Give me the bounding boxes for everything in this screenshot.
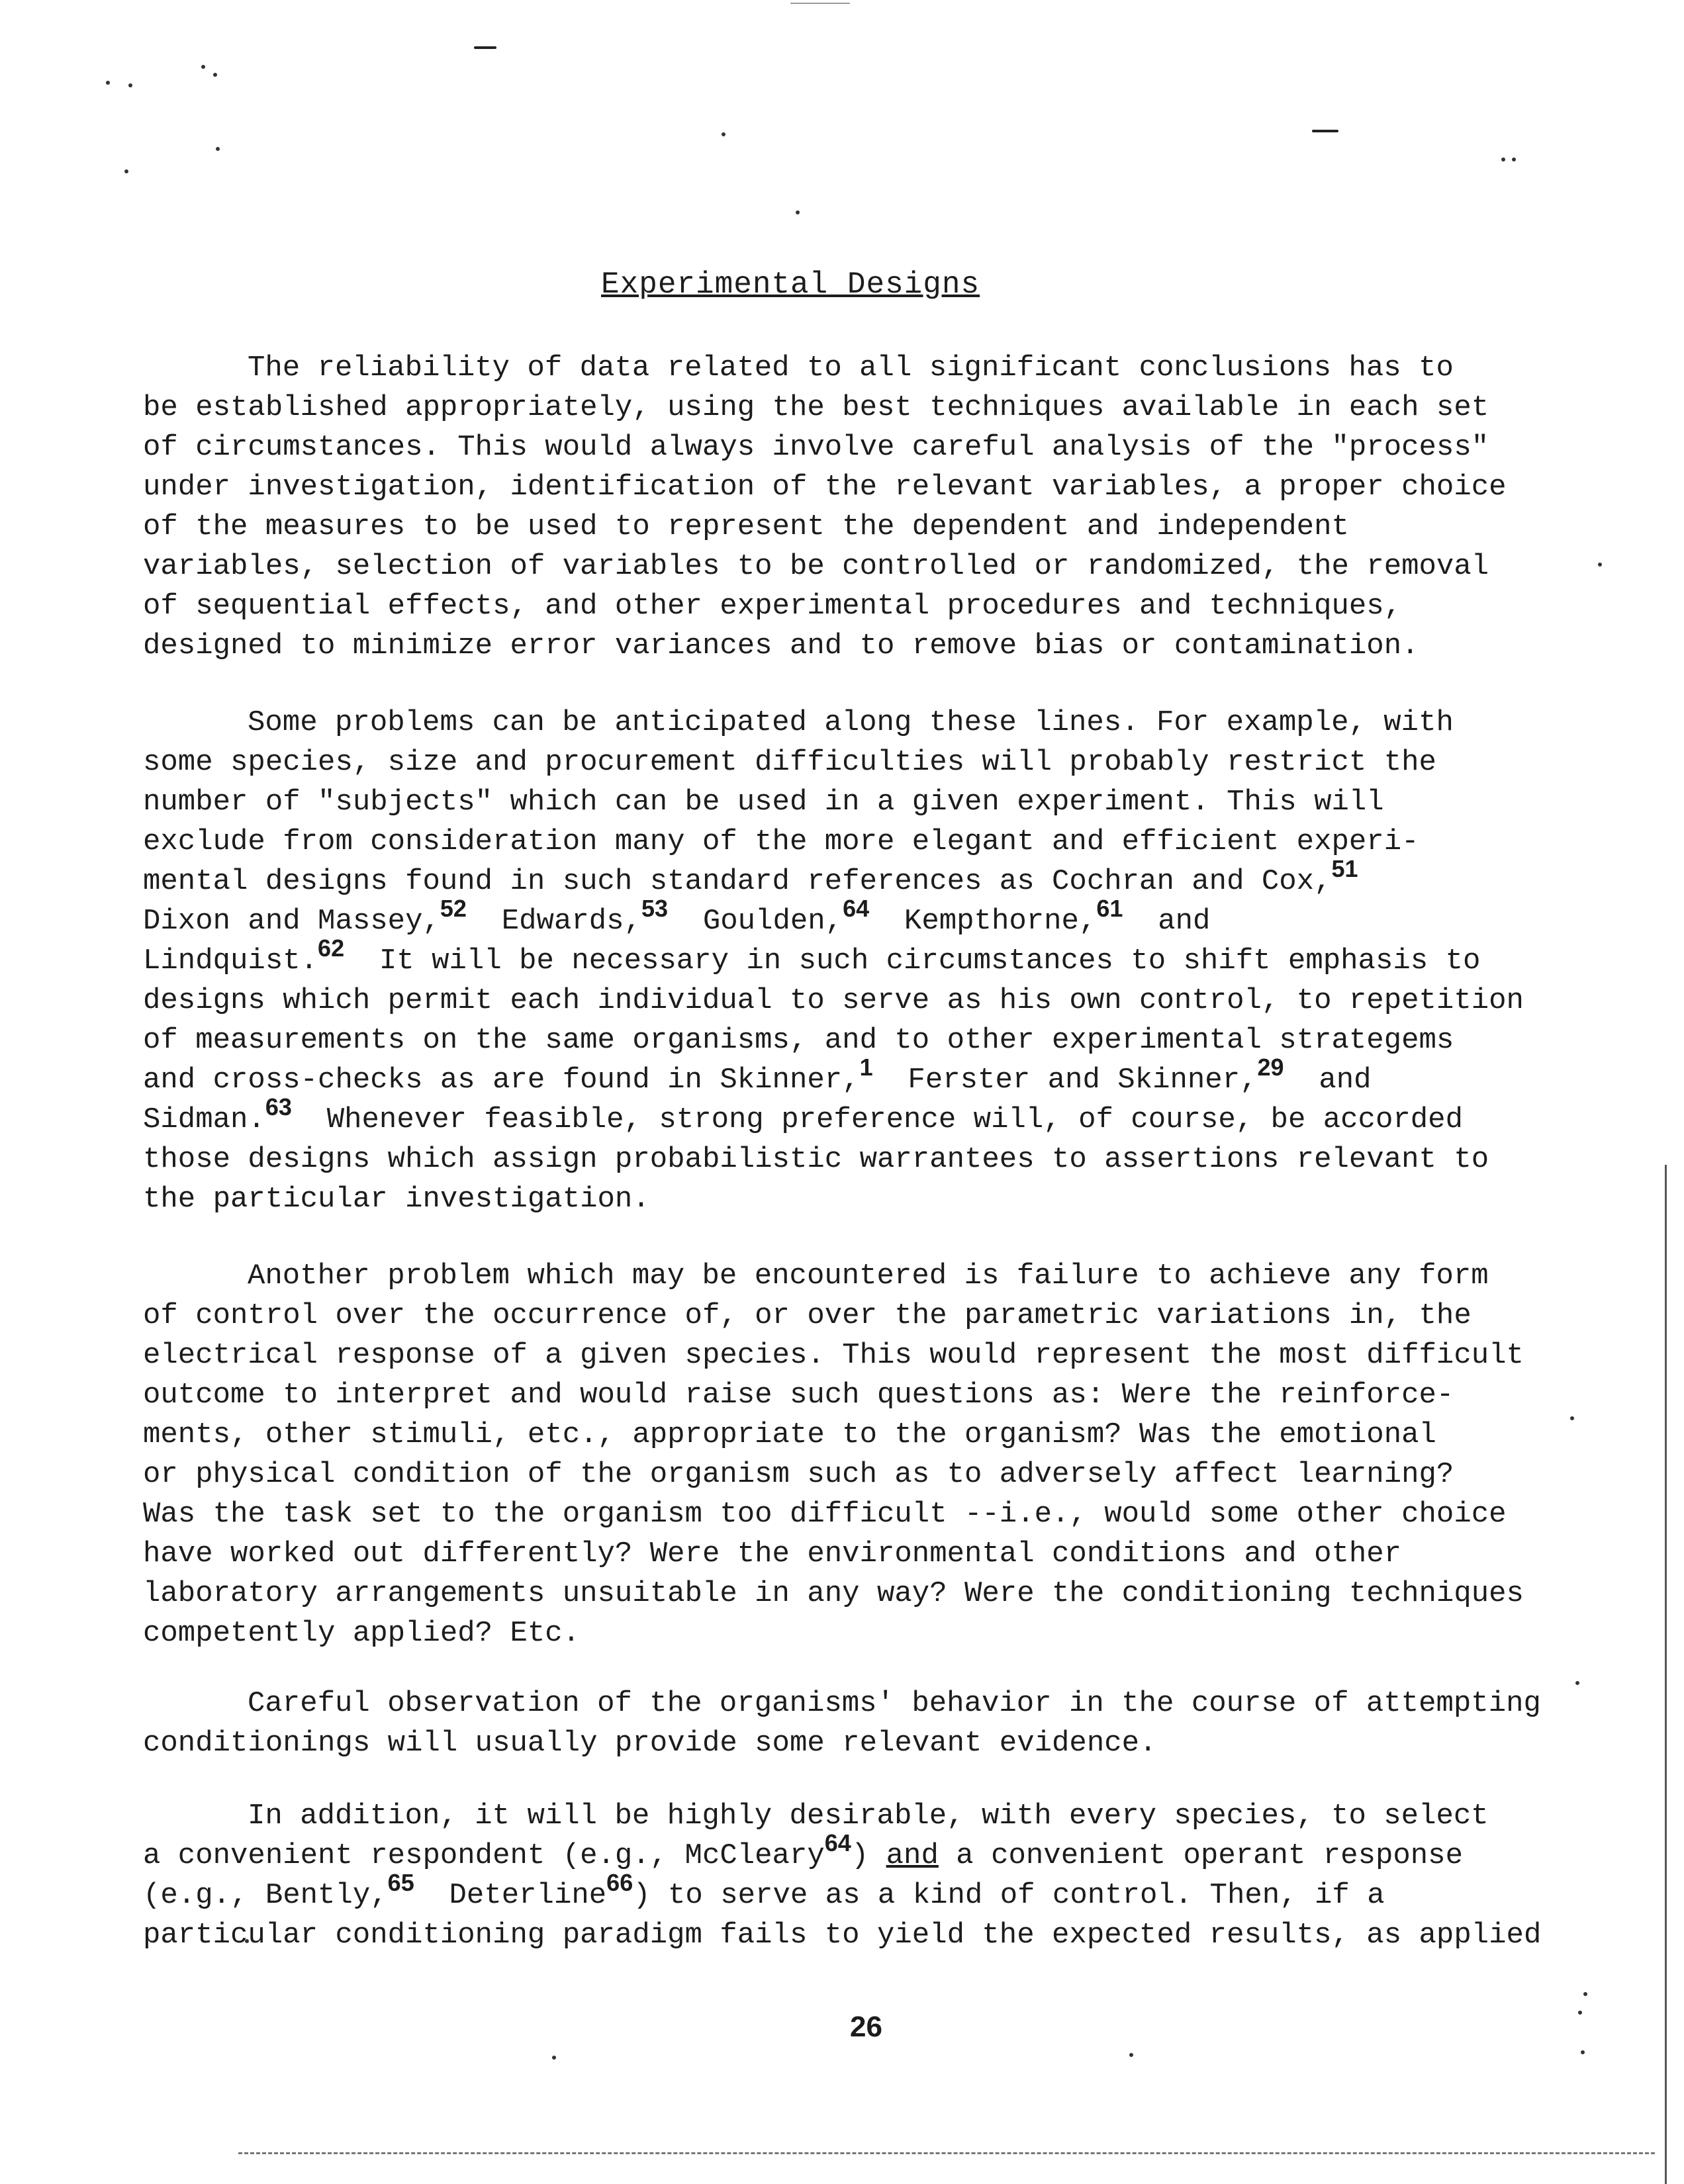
text-line: of sequential effects, and other experimental procedures and techniques, — [143, 590, 1402, 623]
scan-speck — [1501, 158, 1505, 161]
line-text: It will be necessary in such circumstances to shift emphasis to — [379, 944, 1481, 978]
text-line: of control over the occurrence of, or over the parametric variations in, the — [143, 1299, 1472, 1332]
text-line: ments, other stimuli, etc., appropriate to the organism? Was the emotional — [143, 1418, 1436, 1451]
scan-mark — [1312, 130, 1338, 132]
paragraph-1 — [143, 348, 1553, 666]
reference-number: 63 — [265, 1093, 292, 1120]
scan-speck — [1583, 1992, 1587, 1996]
text-line: particular conditioning paradigm fails to yield the expected results, as applied — [143, 1919, 1542, 1952]
text-line: electrical response of a given species. This would represent the most difficult — [143, 1339, 1524, 1372]
scan-mark — [790, 3, 850, 4]
reference-number: 64 — [824, 1829, 851, 1856]
reference-number: 62 — [318, 934, 345, 962]
line-text: Deterline — [449, 1879, 607, 1912]
text-line: those designs which assign probabilistic warrantees to assertions relevant to — [143, 1143, 1489, 1176]
scan-speck — [1581, 2050, 1585, 2054]
line-text: ) — [851, 1839, 869, 1872]
scan-speck — [124, 169, 128, 173]
text-line — [143, 1054, 1553, 1100]
text-line: some species, size and procurement difficulties will probably restrict the — [143, 746, 1436, 779]
scan-mark — [474, 46, 496, 49]
line-text: Sidman. — [143, 1103, 265, 1136]
text-line — [143, 1829, 1553, 1876]
section-title: Experimental Designs — [601, 267, 980, 302]
scan-speck — [1129, 2053, 1133, 2057]
reference-number: 52 — [440, 895, 467, 922]
text-line: Some problems can be anticipated along these lines. For example, with — [248, 706, 1454, 739]
text-line: the particular investigation. — [143, 1183, 650, 1216]
scan-speck — [128, 83, 132, 87]
line-text: Lindquist. — [143, 944, 318, 978]
scan-speck — [213, 73, 217, 77]
text-line: competently applied? Etc. — [143, 1617, 581, 1650]
text-line: of measurements on the same organisms, and to other experimental strategems — [143, 1024, 1454, 1057]
reference-number: 51 — [1331, 855, 1358, 882]
paragraph-5 — [143, 1796, 1553, 1955]
scan-speck — [106, 81, 110, 85]
reference-number: 1 — [859, 1054, 873, 1081]
text-line: exclude from consideration many of the more elegant and efficient experi- — [143, 825, 1419, 858]
line-text: ) to serve as a kind of control. Then, if a — [633, 1879, 1385, 1912]
reference-number: 61 — [1096, 895, 1123, 922]
scan-speck — [1598, 563, 1602, 567]
reference-number: 65 — [387, 1869, 414, 1896]
scan-speck — [201, 65, 205, 69]
page-bottom-edge — [238, 2152, 1655, 2154]
text-line: be established appropriately, using the best techniques available in each set — [143, 391, 1489, 424]
text-line: conditionings will usually provide some relevant evidence. — [143, 1727, 1157, 1760]
text-line: or physical condition of the organism such as to adversely affect learning? — [143, 1458, 1454, 1491]
text-line: outcome to interpret and would raise such questions as: Were the reinforce- — [143, 1379, 1454, 1412]
scan-speck — [722, 132, 725, 136]
line-text: Ferster and Skinner, — [908, 1064, 1258, 1097]
line-text: Dixon and Massey, — [143, 905, 440, 938]
text-line: number of "subjects" which can be used in a given experiment. This will — [143, 786, 1384, 819]
text-line: In addition, it will be highly desirable, with every species, to select — [248, 1799, 1489, 1833]
text-line: of the measures to be used to represent the dependent and independent — [143, 510, 1349, 543]
line-text: Whenever feasible, strong preference will, of course, be accorded — [326, 1103, 1463, 1136]
line-text: and — [1158, 905, 1211, 938]
line-text: (e.g., Bently, — [143, 1879, 388, 1912]
text-line — [143, 1093, 1553, 1140]
line-text: a convenient respondent (e.g., McCleary — [143, 1839, 825, 1872]
text-line: under investigation, identification of the relevant variables, a proper choice — [143, 471, 1507, 504]
underlined-word: and — [886, 1839, 939, 1872]
text-line: have worked out differently? Were the environmental conditions and other — [143, 1537, 1402, 1570]
text-line — [143, 934, 1553, 981]
text-line: variables, selection of variables to be controlled or randomized, the removal — [143, 550, 1489, 583]
line-text: mental designs found in such standard references as Cochran and Cox, — [143, 865, 1332, 898]
scan-speck — [552, 2056, 556, 2060]
line-text: Edwards, — [501, 905, 641, 938]
scan-speck — [216, 147, 220, 151]
scan-speck — [1575, 1681, 1579, 1685]
line-text: a convenient operant response — [956, 1839, 1463, 1872]
text-line: designed to minimize error variances and to remove bias or contamination. — [143, 629, 1419, 662]
text-line: The reliability of data related to all significant conclusions has to — [248, 351, 1454, 385]
paragraph-4 — [143, 1684, 1553, 1763]
reference-number: 66 — [606, 1869, 633, 1896]
paragraph-2 — [143, 703, 1553, 1219]
text-line: laboratory arrangements unsuitable in any way? Were the conditioning techniques — [143, 1577, 1524, 1610]
scan-speck — [1570, 1416, 1574, 1420]
line-text: Kempthorne, — [904, 905, 1097, 938]
text-line: designs which permit each individual to serve as his own control, to repetition — [143, 984, 1524, 1017]
reference-number: 64 — [843, 895, 870, 922]
text-line: Another problem which may be encountered is failure to achieve any form — [248, 1259, 1489, 1293]
scan-speck — [1512, 158, 1516, 161]
scan-speck — [796, 210, 800, 214]
text-line: Was the task set to the organism too difficult --i.e., would some other choice — [143, 1498, 1507, 1531]
line-text: and cross-checks as are found in Skinner, — [143, 1064, 860, 1097]
text-line — [143, 1869, 1553, 1915]
page-number: 26 — [850, 2011, 882, 2043]
text-line — [143, 895, 1553, 941]
text-line: Careful observation of the organisms' behavior in the course of attempting — [248, 1687, 1541, 1720]
scan-speck — [1578, 2011, 1582, 2015]
page-edge-shadow — [1665, 1165, 1667, 2184]
paragraph-3 — [143, 1256, 1553, 1653]
reference-number: 53 — [641, 895, 669, 922]
text-line: of circumstances. This would always involve careful analysis of the "process" — [143, 431, 1489, 464]
line-text: Goulden, — [702, 905, 843, 938]
line-text: and — [1319, 1064, 1372, 1097]
reference-number: 29 — [1257, 1054, 1284, 1081]
